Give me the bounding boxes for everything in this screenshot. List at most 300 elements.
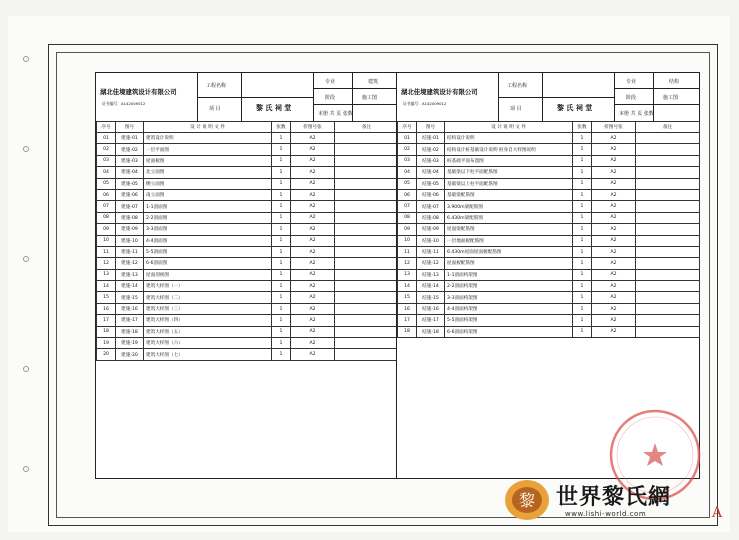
table-cell: 建施-16 — [116, 303, 144, 314]
company-name: 湖北佳境建筑设计有限公司 — [401, 88, 478, 96]
table-cell — [335, 315, 399, 326]
company-name: 湖北佳境建筑设计有限公司 — [100, 88, 177, 96]
table-cell: 1 — [573, 303, 592, 314]
col-header: 图号 — [417, 122, 445, 133]
table-cell: 一层地面板配筋图 — [445, 235, 573, 246]
brand-url: www.lishi-world.com — [565, 510, 647, 518]
brand-logo-icon — [503, 478, 551, 522]
table-cell: 1-1剖面构架图 — [445, 269, 573, 280]
table-cell: 02 — [97, 144, 116, 155]
table-cell: A2 — [291, 326, 335, 337]
table-cell: 屋面板图 — [144, 155, 272, 166]
table-cell: 09 — [398, 224, 417, 235]
col-header: 折图号张 — [291, 122, 335, 133]
table-cell: A2 — [592, 178, 636, 189]
table-row — [398, 189, 700, 200]
table-cell: A2 — [592, 235, 636, 246]
table-cell: 03 — [398, 155, 417, 166]
table-row — [97, 338, 399, 349]
table-cell: 3-3剖面构架图 — [445, 292, 573, 303]
table-row — [398, 178, 700, 189]
table-row — [398, 326, 700, 337]
table-cell: 1 — [272, 246, 291, 257]
table-cell: 1 — [272, 315, 291, 326]
table-row — [97, 281, 399, 292]
table-cell: 04 — [398, 167, 417, 178]
table-cell: 5-5剖面构架图 — [445, 315, 573, 326]
item-label: 项 目 — [510, 106, 522, 112]
table-cell: A2 — [291, 281, 335, 292]
table-cell: A2 — [592, 155, 636, 166]
table-cell: 19 — [97, 338, 116, 349]
table-cell: 建施-11 — [116, 246, 144, 257]
title-block — [96, 73, 398, 122]
table-cell: 1 — [272, 303, 291, 314]
table-cell: 03 — [97, 155, 116, 166]
table-row — [97, 349, 399, 360]
col-header: 折图号张 — [592, 122, 636, 133]
table-cell: A2 — [592, 258, 636, 269]
table-cell: 建施-03 — [116, 155, 144, 166]
table-cell: 建施-09 — [116, 224, 144, 235]
table-cell: 屋面板配筋图 — [445, 258, 573, 269]
table-row — [398, 144, 700, 155]
table-cell: 1 — [573, 201, 592, 212]
table-cell: 建施-12 — [116, 258, 144, 269]
table-cell: 1 — [573, 292, 592, 303]
table-cell: 6.430m屋面屋面板配筋图 — [445, 246, 573, 257]
table-cell: A2 — [291, 315, 335, 326]
project-name-label: 工程名称 — [206, 83, 227, 89]
table-cell — [636, 315, 700, 326]
table-cell: 建施-04 — [116, 167, 144, 178]
table-cell — [335, 349, 399, 360]
table-cell: 1 — [573, 235, 592, 246]
table-cell: 1 — [272, 155, 291, 166]
table-cell — [335, 235, 399, 246]
table-cell: 13 — [97, 269, 116, 280]
table-cell — [335, 224, 399, 235]
table-row — [398, 281, 700, 292]
table-row — [398, 224, 700, 235]
table-cell: 1 — [573, 269, 592, 280]
table-cell — [636, 258, 700, 269]
table-cell: A2 — [291, 338, 335, 349]
table-cell: 16 — [97, 303, 116, 314]
table-cell: 1 — [272, 338, 291, 349]
table-cell — [636, 201, 700, 212]
table-cell: A2 — [592, 326, 636, 337]
table-cell — [636, 224, 700, 235]
binding-hole — [23, 146, 29, 152]
table-cell: 1 — [272, 258, 291, 269]
sheet-info: 本册 共 页 张数 — [619, 111, 654, 117]
table-cell — [335, 292, 399, 303]
table-cell: 08 — [97, 212, 116, 223]
table-cell: 结施-16 — [417, 303, 445, 314]
table-cell: 南立面图 — [144, 189, 272, 200]
table-cell — [636, 189, 700, 200]
table-cell: 北立面图 — [144, 167, 272, 178]
stage-label: 阶段 — [325, 95, 336, 101]
table-cell: 结施-05 — [417, 178, 445, 189]
table-cell — [335, 338, 399, 349]
binding-hole — [23, 466, 29, 472]
item-label: 项 目 — [209, 106, 221, 112]
table-cell: 建施-08 — [116, 212, 144, 223]
table-cell: 05 — [97, 178, 116, 189]
table-row — [97, 315, 399, 326]
major-value: 结构 — [669, 79, 680, 85]
table-cell: 建施-01 — [116, 133, 144, 144]
table-cell: 08 — [398, 212, 417, 223]
table-cell — [335, 326, 399, 337]
project-name-label: 工程名称 — [507, 83, 528, 89]
major-value: 建筑 — [368, 79, 379, 85]
table-cell — [636, 178, 700, 189]
table-cell — [335, 189, 399, 200]
table-cell: 17 — [398, 315, 417, 326]
table-cell: 6.430m梁配筋图 — [445, 212, 573, 223]
table-cell — [335, 212, 399, 223]
binding-hole — [23, 256, 29, 262]
col-header: 序号 — [398, 122, 417, 133]
table-cell: A2 — [291, 201, 335, 212]
table-cell: 1 — [272, 349, 291, 360]
table-cell: A2 — [592, 281, 636, 292]
drawing-index-table — [397, 121, 700, 338]
table-cell: 15 — [97, 292, 116, 303]
table-cell — [335, 178, 399, 189]
architecture-index-panel — [95, 72, 399, 479]
table-cell: 18 — [398, 326, 417, 337]
stage-value: 施工图 — [362, 95, 378, 101]
table-cell: 建施-18 — [116, 326, 144, 337]
table-cell: 结施-07 — [417, 201, 445, 212]
major-label: 专业 — [626, 79, 637, 85]
table-cell: 1 — [573, 224, 592, 235]
title-block — [397, 73, 699, 122]
table-cell: A2 — [291, 144, 335, 155]
table-cell — [335, 303, 399, 314]
table-cell — [636, 281, 700, 292]
table-cell: 1 — [573, 133, 592, 144]
certificate-number: 证书编号：A142009012 — [102, 101, 146, 106]
table-cell: 1 — [573, 178, 592, 189]
table-cell: 1 — [573, 212, 592, 223]
table-cell: 建施-05 — [116, 178, 144, 189]
table-cell — [636, 235, 700, 246]
table-cell: 11 — [398, 246, 417, 257]
table-row — [97, 269, 399, 280]
table-cell: 结施-09 — [417, 224, 445, 235]
table-cell: 结施-14 — [417, 281, 445, 292]
table-cell: 12 — [398, 258, 417, 269]
table-cell: A2 — [291, 292, 335, 303]
table-cell: A2 — [291, 224, 335, 235]
table-cell: 07 — [97, 201, 116, 212]
table-row — [398, 212, 700, 223]
table-cell: 1 — [573, 281, 592, 292]
table-cell: A2 — [592, 224, 636, 235]
sheet-info: 本册 共 页 张数 — [318, 111, 353, 117]
table-row — [398, 303, 700, 314]
table-cell: 09 — [97, 224, 116, 235]
table-cell: 建施-14 — [116, 281, 144, 292]
table-cell: 1 — [272, 167, 291, 178]
table-cell — [636, 246, 700, 257]
table-cell — [636, 303, 700, 314]
table-cell: A2 — [291, 178, 335, 189]
table-cell — [636, 292, 700, 303]
col-header: 设 计 说 明 文 件 — [144, 122, 272, 133]
table-row — [398, 235, 700, 246]
table-cell: 建施-17 — [116, 315, 144, 326]
table-cell: 1 — [573, 246, 592, 257]
table-cell: 建筑设计说明 — [144, 133, 272, 144]
table-cell — [636, 269, 700, 280]
table-cell: 3.900m梁配筋图 — [445, 201, 573, 212]
table-cell: 5-5剖面图 — [144, 246, 272, 257]
table-cell: A2 — [592, 292, 636, 303]
table-cell: 建筑大样图（三） — [144, 303, 272, 314]
table-cell — [335, 281, 399, 292]
table-cell: A2 — [291, 303, 335, 314]
table-row — [97, 303, 399, 314]
table-row — [97, 144, 399, 155]
col-header: 设 计 说 明 文 件 — [445, 122, 573, 133]
table-cell: 1 — [573, 167, 592, 178]
table-row — [398, 201, 700, 212]
table-cell: 建筑大样图（二） — [144, 292, 272, 303]
table-cell: A2 — [592, 212, 636, 223]
table-cell: 1 — [272, 326, 291, 337]
table-cell: 14 — [398, 281, 417, 292]
table-cell: 15 — [398, 292, 417, 303]
table-row — [97, 326, 399, 337]
table-cell: 2-2剖面图 — [144, 212, 272, 223]
table-row — [398, 133, 700, 144]
table-row — [97, 155, 399, 166]
table-cell — [335, 133, 399, 144]
table-row — [97, 292, 399, 303]
table-cell: A2 — [291, 133, 335, 144]
table-cell: 16 — [398, 303, 417, 314]
table-cell: A2 — [291, 212, 335, 223]
table-cell: 建筑大样图（六） — [144, 338, 272, 349]
table-cell — [636, 212, 700, 223]
table-cell: A2 — [291, 349, 335, 360]
col-header: 备注 — [335, 122, 399, 133]
index-rows — [97, 133, 399, 361]
table-cell: 20 — [97, 349, 116, 360]
table-row — [97, 189, 399, 200]
table-cell — [335, 155, 399, 166]
table-cell: 建施-10 — [116, 235, 144, 246]
table-cell: 1 — [272, 144, 291, 155]
table-cell: 1 — [272, 189, 291, 200]
table-cell: 基础梁以上柱平面配筋图 — [445, 178, 573, 189]
table-cell: A2 — [592, 246, 636, 257]
table-cell: 结施-03 — [417, 155, 445, 166]
table-cell — [636, 155, 700, 166]
table-cell: 17 — [97, 315, 116, 326]
table-cell: 14 — [97, 281, 116, 292]
table-cell: A2 — [291, 189, 335, 200]
table-cell: 1 — [272, 269, 291, 280]
table-cell: 12 — [97, 258, 116, 269]
table-cell: 建筑大样图（一） — [144, 281, 272, 292]
table-cell: A2 — [291, 235, 335, 246]
table-cell: 1 — [573, 189, 592, 200]
table-row — [398, 246, 700, 257]
col-header: 备注 — [636, 122, 700, 133]
table-cell — [636, 167, 700, 178]
table-cell: 11 — [97, 246, 116, 257]
table-cell — [636, 133, 700, 144]
table-cell: 结施-02 — [417, 144, 445, 155]
table-cell: 结构设计桩基础设计说明 桩身自大样图说明 — [445, 144, 573, 155]
table-cell — [636, 326, 700, 337]
table-row — [398, 315, 700, 326]
table-cell: 3-3剖面图 — [144, 224, 272, 235]
table-cell: 01 — [97, 133, 116, 144]
binding-hole — [23, 366, 29, 372]
project-title: 黎 氏 祠 堂 — [256, 104, 292, 112]
table-row — [97, 235, 399, 246]
col-header: 序号 — [97, 122, 116, 133]
table-cell: A2 — [291, 258, 335, 269]
table-cell: 建施-13 — [116, 269, 144, 280]
table-row — [398, 167, 700, 178]
table-cell: 4-4剖面图 — [144, 235, 272, 246]
table-cell — [335, 201, 399, 212]
table-cell — [335, 246, 399, 257]
table-row — [97, 178, 399, 189]
table-row — [97, 246, 399, 257]
table-cell: 1 — [573, 315, 592, 326]
table-cell: 10 — [398, 235, 417, 246]
table-cell: 1 — [272, 201, 291, 212]
table-cell: 02 — [398, 144, 417, 155]
table-cell: 06 — [398, 189, 417, 200]
table-cell: 建施-06 — [116, 189, 144, 200]
table-cell: 6-6剖面构架图 — [445, 326, 573, 337]
table-cell: 结施-17 — [417, 315, 445, 326]
table-cell: A2 — [291, 269, 335, 280]
table-cell: 桩基础平面布置图 — [445, 155, 573, 166]
table-cell: A2 — [592, 189, 636, 200]
table-cell — [636, 144, 700, 155]
drawing-index-table — [96, 121, 399, 361]
table-cell: 建筑大样图（五） — [144, 326, 272, 337]
table-cell: 1 — [272, 133, 291, 144]
certificate-number: 证书编号：A142009012 — [403, 101, 447, 106]
table-cell: 侧立面图 — [144, 178, 272, 189]
table-cell: 04 — [97, 167, 116, 178]
table-cell: 结施-06 — [417, 189, 445, 200]
stage-value: 施工图 — [663, 95, 679, 101]
table-cell: 1 — [573, 258, 592, 269]
index-rows — [398, 133, 700, 338]
table-cell: 1-1剖面图 — [144, 201, 272, 212]
table-cell: 18 — [97, 326, 116, 337]
project-title: 黎 氏 祠 堂 — [557, 104, 593, 112]
table-cell: 结施-04 — [417, 167, 445, 178]
table-cell: 结施-12 — [417, 258, 445, 269]
table-cell: 一层平面图 — [144, 144, 272, 155]
table-row — [398, 269, 700, 280]
table-cell: 建筑大样图（七） — [144, 349, 272, 360]
table-cell: 1 — [272, 281, 291, 292]
table-row — [398, 292, 700, 303]
table-cell: 结施-15 — [417, 292, 445, 303]
table-cell: A2 — [291, 155, 335, 166]
col-header: 张数 — [573, 122, 592, 133]
table-cell: 基础梁以下柱平面配筋图 — [445, 167, 573, 178]
table-cell: 建筑大样图（四） — [144, 315, 272, 326]
table-row — [398, 258, 700, 269]
table-cell — [335, 167, 399, 178]
table-cell: 建施-07 — [116, 201, 144, 212]
table-row — [97, 133, 399, 144]
binding-hole — [23, 56, 29, 62]
major-label: 专业 — [325, 79, 336, 85]
table-cell — [335, 258, 399, 269]
table-cell — [335, 144, 399, 155]
table-cell: A2 — [592, 201, 636, 212]
table-cell: A2 — [291, 246, 335, 257]
table-row — [398, 155, 700, 166]
table-cell: 1 — [272, 212, 291, 223]
table-cell: 05 — [398, 178, 417, 189]
table-cell: A2 — [592, 133, 636, 144]
table-cell: 屋面梁配筋图 — [445, 224, 573, 235]
table-cell: 结施-10 — [417, 235, 445, 246]
table-cell: 建施-02 — [116, 144, 144, 155]
table-cell: 结施-18 — [417, 326, 445, 337]
table-cell: 1 — [272, 292, 291, 303]
col-header: 张数 — [272, 122, 291, 133]
table-cell: 1 — [573, 155, 592, 166]
table-cell: 10 — [97, 235, 116, 246]
table-row — [97, 167, 399, 178]
table-cell: 07 — [398, 201, 417, 212]
table-cell: A2 — [592, 269, 636, 280]
table-cell: 基础梁配筋图 — [445, 189, 573, 200]
col-header: 图号 — [116, 122, 144, 133]
table-cell: A2 — [592, 303, 636, 314]
table-cell: 建施-15 — [116, 292, 144, 303]
table-row — [97, 258, 399, 269]
table-cell: A2 — [592, 144, 636, 155]
table-cell: 结施-11 — [417, 246, 445, 257]
table-cell: 结施-01 — [417, 133, 445, 144]
table-cell: 1 — [272, 178, 291, 189]
table-cell: 1 — [272, 224, 291, 235]
table-cell: 1 — [573, 144, 592, 155]
table-cell: 13 — [398, 269, 417, 280]
table-cell: 建施-20 — [116, 349, 144, 360]
table-cell: 01 — [398, 133, 417, 144]
table-cell — [335, 269, 399, 280]
revision-mark: A — [712, 505, 723, 521]
table-cell: A2 — [592, 167, 636, 178]
svg-text:黎: 黎 — [518, 491, 536, 510]
table-row — [97, 224, 399, 235]
stage-label: 阶段 — [626, 95, 637, 101]
table-cell: 屋面剖视图 — [144, 269, 272, 280]
